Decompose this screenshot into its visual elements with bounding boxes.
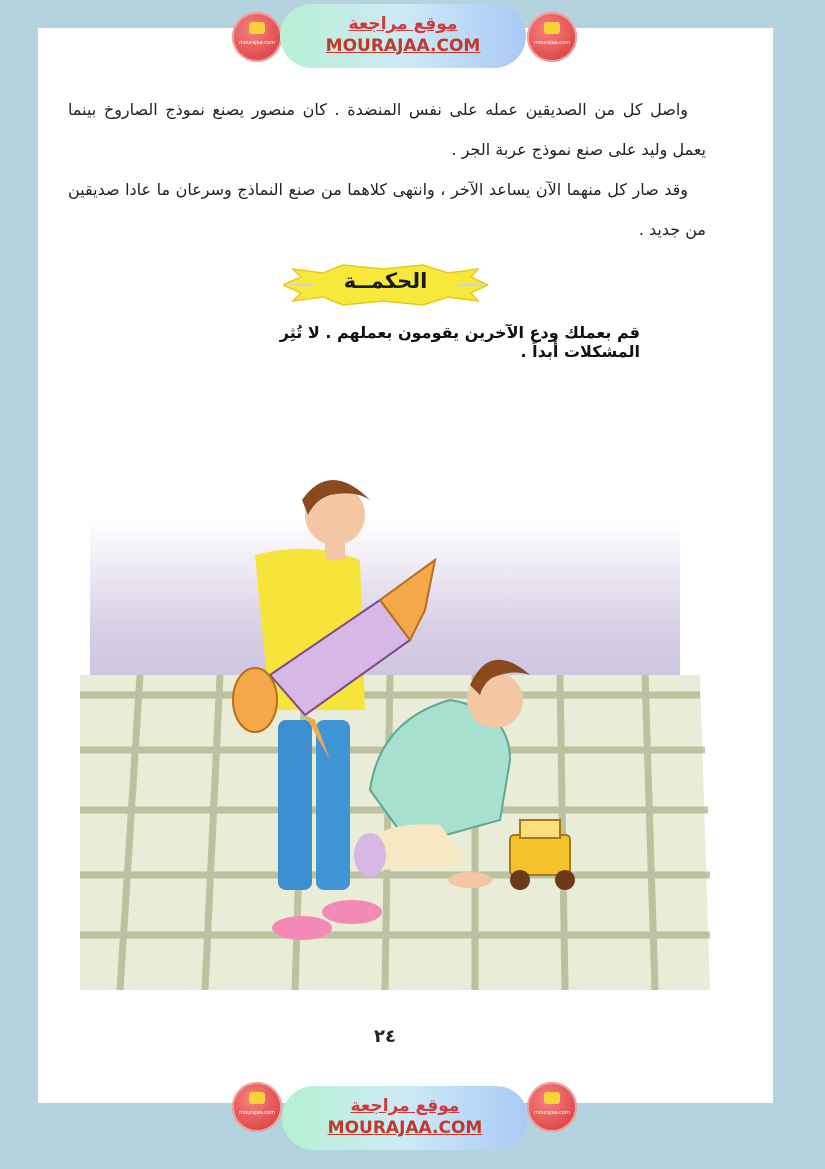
story-paragraph-1: واصل كل من الصديقين عمله على نفس المنضدة . كان منصور يصنع نموذج الصاروخ بينما يعمل وليد على صنع نموذج عربة الجر . [68,100,706,159]
site-seal-icon: mourajaa.com [527,1082,577,1132]
story-text [68,90,706,250]
wisdom-banner [283,263,488,307]
footer-site-arabic[interactable]: موقع مراجعة [350,1096,460,1116]
footer-site-link[interactable]: MOURAJAA.COM [327,1118,483,1138]
header-site-link[interactable]: MOURAJAA.COM [325,36,481,56]
site-seal-icon: mourajaa.com [232,1082,282,1132]
header-site-arabic[interactable]: موقع مراجعة [348,14,458,34]
site-seal-icon: mourajaa.com [232,12,282,62]
page-number: ٢٤ [374,1026,396,1047]
header-site-badge[interactable] [280,4,526,68]
boys-playing-illustration [80,460,710,1000]
wisdom-title: الحكمــة [343,269,428,293]
footer-site-badge[interactable] [282,1086,528,1150]
wisdom-text: قم بعملك ودع الآخرين يقومون بعملهم . لا تُثِر المشكلات أبداً . [279,323,640,361]
site-seal-icon: mourajaa.com [527,12,577,62]
story-paragraph-2: وقد صار كل منهما الآن يساعد الآخر ، وانتهى كلاهما من صنع النماذج وسرعان ما عادا صديقين من جديد . [68,180,706,239]
